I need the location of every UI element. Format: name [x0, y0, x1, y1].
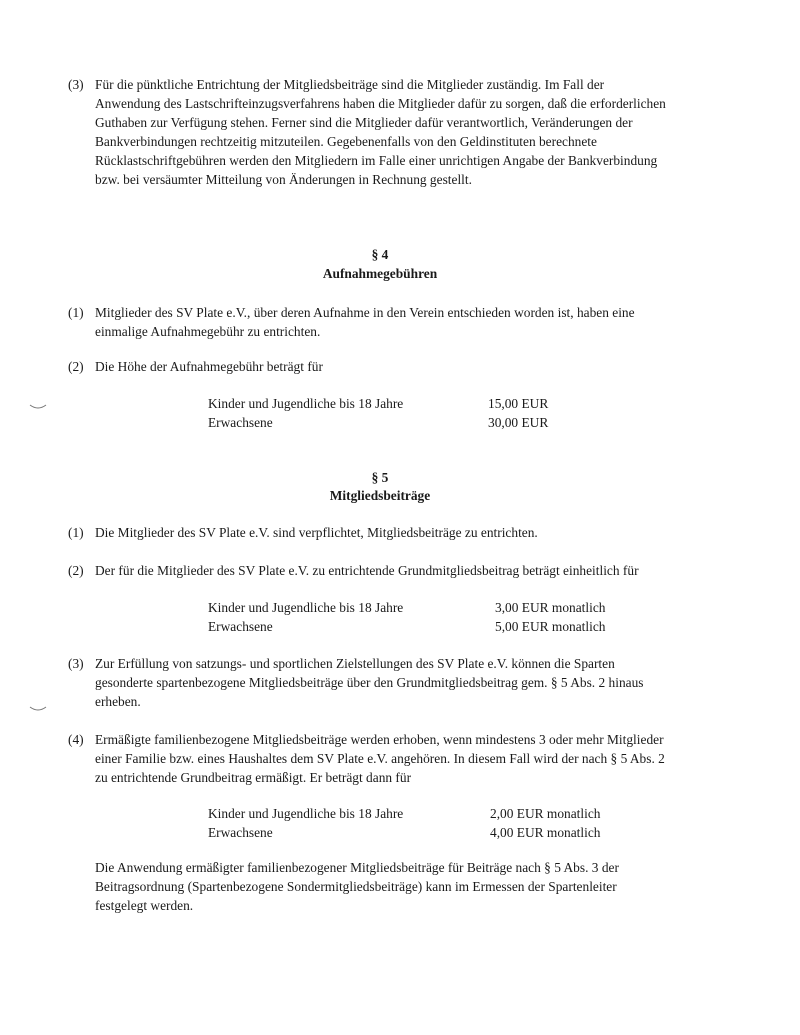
fee-category: Erwachsene	[208, 825, 273, 840]
fee-category: Kinder und Jugendliche bis 18 Jahre	[208, 396, 404, 411]
table-row	[208, 617, 605, 636]
fee-amount: 5,00 EUR monatlich	[495, 619, 606, 634]
paragraph-text: Die Höhe der Aufnahmegebühr beträgt für	[95, 359, 323, 374]
fee-amount: 15,00 EUR	[488, 396, 549, 411]
punch-mark-icon	[28, 704, 48, 714]
table-row	[208, 823, 600, 842]
fee-category: Kinder und Jugendliche bis 18 Jahre	[208, 600, 404, 615]
table-row	[208, 804, 600, 823]
table-row	[208, 413, 548, 432]
fee-category: Kinder und Jugendliche bis 18 Jahre	[208, 806, 404, 821]
section-5-title: Mitgliedsbeiträge	[329, 488, 431, 503]
reduced-fee-table	[208, 804, 600, 842]
fee-amount: 4,00 EUR monatlich	[490, 825, 601, 840]
section-4-title: Aufnahmegebühren	[322, 266, 438, 281]
paragraph-3-payment	[68, 75, 668, 189]
paragraph-text: Zur Erfüllung von satzungs- und sportlichen Zielstellungen des SV Plate e.V. können die Sparten gesonderte spartenbezogene Mitgliedsbeiträge über den Grundmitgliedsbeitrag gem. § 5 Abs. 2 hinaus erheben.	[95, 656, 644, 709]
paragraph-number: (3)	[68, 77, 84, 92]
fee-amount: 30,00 EUR	[488, 415, 549, 430]
section-5-paragraph-1	[68, 523, 668, 542]
table-row	[208, 394, 548, 413]
section-5-number: § 5	[371, 470, 389, 485]
fee-amount: 3,00 EUR monatlich	[495, 600, 606, 615]
section-5-paragraph-4	[68, 730, 668, 787]
paragraph-text: Ermäßigte familienbezogene Mitgliedsbeiträge werden erhoben, wenn mindestens 3 oder mehr Mitglieder einer Familie bzw. eines Haushaltes dem SV Plate e.V. angehören. In diesem Fall wird der nach § 5 Abs. 2 zu entrichtende Grundbeitrag ermäßigt. Er beträgt dann für	[95, 732, 665, 785]
fee-amount: 2,00 EUR monatlich	[490, 806, 601, 821]
paragraph-number: (1)	[68, 525, 84, 540]
fee-category: Erwachsene	[208, 619, 273, 634]
paragraph-number: (1)	[68, 305, 84, 320]
paragraph-number: (2)	[68, 359, 84, 374]
closing-paragraph: Die Anwendung ermäßigter familienbezogener Mitgliedsbeiträge für Beiträge nach § 5 Abs. 3 der Beitragsordnung (Spartenbezogene Sondermitgliedsbeiträge) kann im Ermessen der Spartenleiter festgelegt werden.	[95, 860, 619, 913]
paragraph-text: Die Mitglieder des SV Plate e.V. sind verpflichtet, Mitgliedsbeiträge zu entrichten.	[95, 525, 538, 540]
section-5-paragraph-2	[68, 561, 668, 580]
section-4-number: § 4	[371, 247, 389, 262]
section-4-paragraph-2	[68, 357, 668, 376]
section-4-paragraph-1	[68, 303, 668, 341]
paragraph-number: (3)	[68, 656, 84, 671]
paragraph-number: (4)	[68, 732, 84, 747]
table-row	[208, 598, 605, 617]
section-5-paragraph-3	[68, 654, 668, 711]
fee-category: Erwachsene	[208, 415, 273, 430]
admission-fee-table	[208, 394, 548, 432]
paragraph-number: (2)	[68, 563, 84, 578]
membership-fee-table	[208, 598, 605, 636]
paragraph-text: Für die pünktliche Entrichtung der Mitgliedsbeiträge sind die Mitglieder zuständig. Im Fall der Anwendung des Lastschrifteinzugsverfahrens haben die Mitglieder dafür zu sorgen, daß die erforderlichen Guthaben zur Verfügung stehen. Ferner sind die Mitglieder dafür verantwortlich, Veränderungen der Bankverbindungen rechtzeitig mitzuteilen. Gegebenenfalls von den Geldinstituten berechnete Rücklastschriftgebühren werden den Mitgliedern im Falle einer unrichtigen Angabe der Bankverbindung bzw. bei versäumter Mitteilung von Änderungen in Rechnung gestellt.	[95, 77, 666, 187]
paragraph-text: Mitglieder des SV Plate e.V., über deren Aufnahme in den Verein entschieden worden ist, haben eine einmalige Aufnahmegebühr zu entrichten.	[95, 305, 635, 339]
paragraph-text: Der für die Mitglieder des SV Plate e.V. zu entrichtende Grundmitgliedsbeitrag beträgt einheitlich für	[95, 563, 639, 578]
punch-mark-icon	[28, 402, 48, 412]
